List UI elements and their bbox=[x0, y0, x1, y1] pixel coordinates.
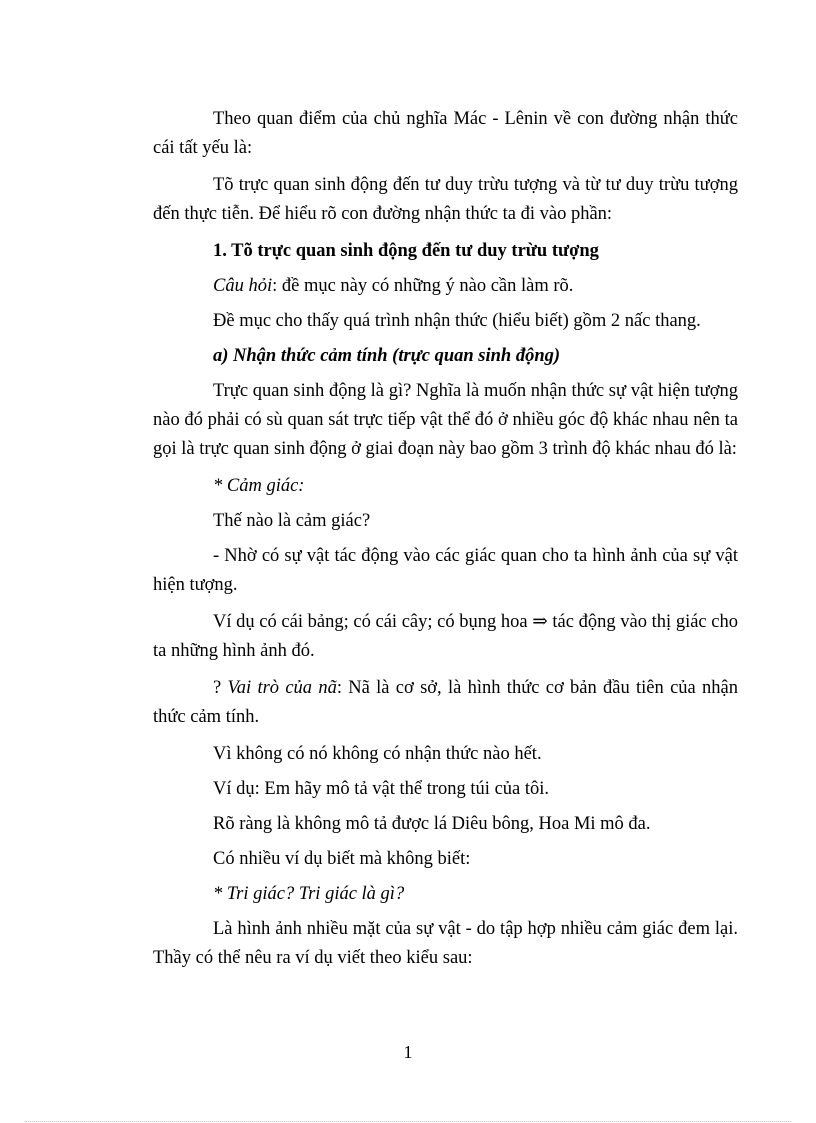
paragraph-intro: Theo quan điểm của chủ nghĩa Mác - Lênin về con đường nhận thức cái tất yếu là: bbox=[153, 109, 738, 158]
paragraph-sensation-question: Thế nào là cảm giác? bbox=[213, 511, 371, 531]
paragraph-role bbox=[153, 674, 738, 732]
paragraph-example-2: Ví dụ: Em hãy mô tả vật thể trong túi của tôi. bbox=[213, 779, 550, 799]
question-label: Câu hỏi bbox=[213, 276, 273, 296]
document-body bbox=[153, 105, 738, 981]
question-text: : đề mục này có những ý nào cần làm rõ. bbox=[272, 276, 574, 296]
paragraph-path: Tõ trực quan sinh động đến tư duy trừu tượng và từ tư duy trừu tượng đến thực tiễn. Để hiểu rõ con đường nhận thức ta đi vào phần: bbox=[153, 175, 738, 224]
paragraph-definition: Trực quan sinh động là gì? Nghĩa là muốn nhận thức sự vật hiện tượng nào đó phải có sù quan sát trực tiếp vật thể đó ở nhiều góc độ khác nhau nên ta gọi là trực quan sinh động ở giai đoạn này bao gồm 3 trình độ khác nhau đó là: bbox=[153, 381, 738, 459]
subheading-perception: * Tri giác? Tri giác là gì? bbox=[213, 884, 405, 904]
section-heading-a: a) Nhận thức cảm tính (trực quan sinh động) bbox=[213, 346, 561, 366]
paragraph-example-3: Rõ ràng là không mô tả được lá Diêu bông, Hoa Mi mô đa. bbox=[213, 814, 651, 834]
role-prefix: ? bbox=[213, 678, 228, 698]
role-text: : Nã là cơ sở, là hình thức cơ bản đầu tiên của nhận thức cảm tính. bbox=[153, 678, 738, 727]
section-heading-1: 1. Tõ trực quan sinh động đến tư duy trừu tượng bbox=[213, 241, 599, 261]
subheading-sensation: * Cảm giác: bbox=[213, 476, 305, 496]
paragraph-steps: Đề mục cho thấy quá trình nhận thức (hiểu biết) gồm 2 nấc thang. bbox=[213, 311, 701, 331]
paragraph-perception: Là hình ảnh nhiều mặt của sự vật - do tập hợp nhiều cảm giác đem lại. Thầy có thể nêu ra ví dụ viết theo kiểu sau: bbox=[153, 919, 738, 968]
role-label: Vai trò của nã bbox=[227, 678, 337, 698]
page-number: 1 bbox=[403, 1042, 413, 1062]
paragraph-example-1: Ví dụ có cái bảng; có cái cây; có bụng hoa ⇒ tác động vào thị giác cho ta những hình ảnh đó. bbox=[153, 612, 738, 661]
paragraph-question bbox=[153, 272, 738, 301]
footer-divider bbox=[25, 1121, 791, 1122]
paragraph-reason: Vì không có nó không có nhận thức nào hết. bbox=[213, 744, 542, 764]
paragraph-sensation-answer: - Nhờ có sự vật tác động vào các giác quan cho ta hình ảnh của sự vật hiện tượng. bbox=[153, 546, 738, 595]
paragraph-examples-note: Có nhiều ví dụ biết mà không biết: bbox=[213, 849, 471, 869]
